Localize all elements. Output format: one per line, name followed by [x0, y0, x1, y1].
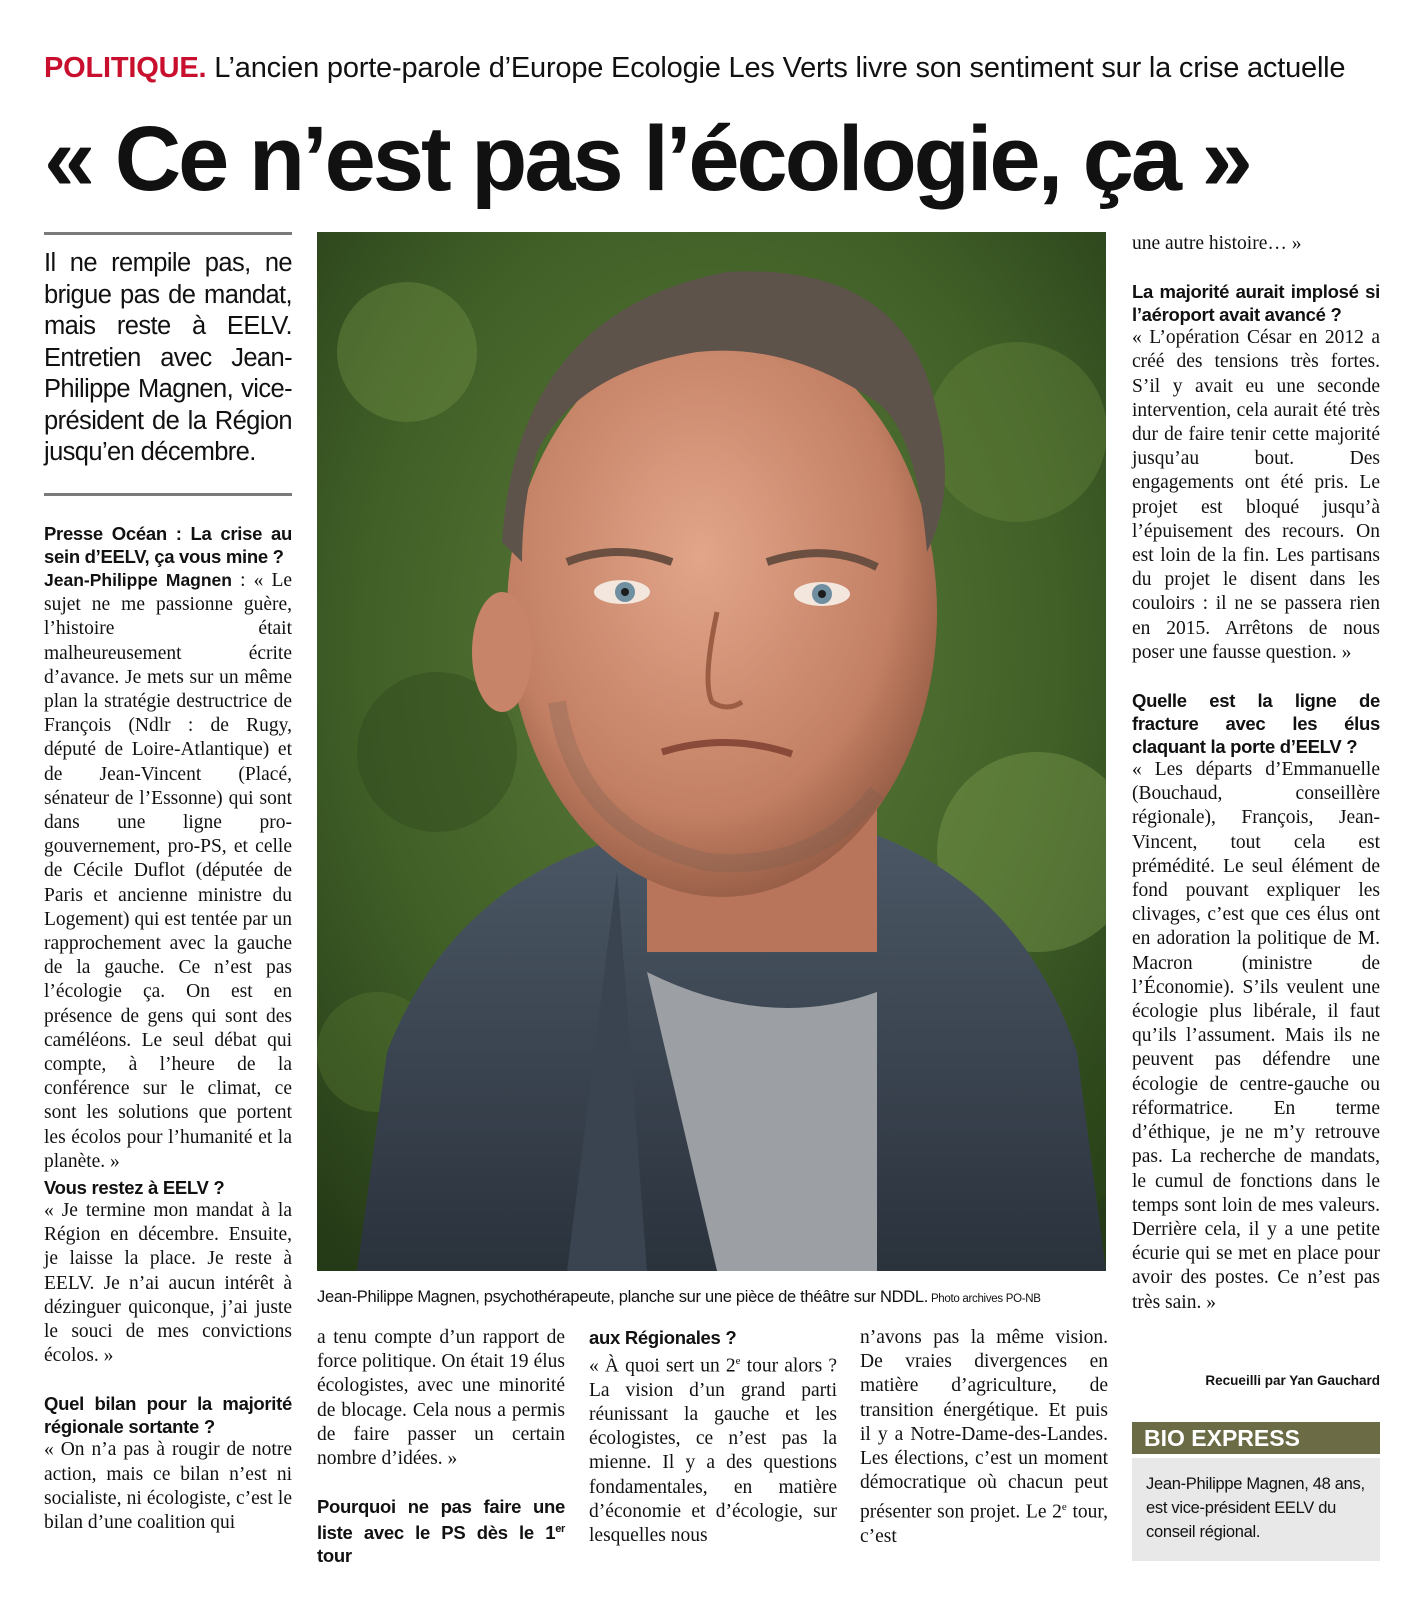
- question-4-continued: aux Régionales ?: [589, 1327, 737, 1348]
- answer-speaker: Jean-Philippe Magnen: [44, 570, 232, 590]
- question-2: Vous restez à EELV ?: [44, 1177, 225, 1198]
- question-5: La majorité aurait implosé si l’aéroport avait avancé ?: [1132, 281, 1380, 326]
- question-4-end: tour: [317, 1545, 352, 1567]
- answer-5: « L’opération César en 2012 a créé des tensions très fortes. S’il y avait eu une seconde intervention, cela aurait été très dur de faire tenir cette majorité jusqu’au bout. Des engagements ont été pris. Le projet est bloqué jusqu’à l’épuisement des recours. On est loin de la fin. Les partisans du projet le disent dans les couloirs : il ne se passera rien en 2015. Arrêtons de nous poser une fausse question. »: [1132, 327, 1380, 663]
- article-column-4: [860, 1327, 1108, 1549]
- portrait-photo: [317, 232, 1106, 1271]
- question-4: [317, 1495, 565, 1567]
- question-3: Quel bilan pour la majorité régionale sortante ?: [44, 1393, 292, 1438]
- answer-2: « Je termine mon mandat à la Région en décembre. Ensuite, je laisse la place. Je reste à EELV. Je n’ai aucun intérêt à dézinguer quiconque, j’ai juste le souci de mes convictions écolos. »: [44, 1200, 292, 1367]
- answer-4-sup: e: [735, 1355, 741, 1367]
- kicker-line: [44, 50, 1404, 86]
- answer-3-part-2: a tenu compte d’un rapport de force politique. On était 19 élus écologistes, avec une minorité de blocage. Cela nous a permis de faire passer un certain nombre d’idées. »: [317, 1327, 565, 1470]
- photo-credit: Photo archives PO-NB: [928, 1293, 1041, 1305]
- caption-text: Jean-Philippe Magnen, psychothérapeute, planche sur une pièce de théâtre sur NDDL.: [317, 1288, 929, 1306]
- photo-caption: [317, 1287, 1117, 1309]
- standfirst: Il ne rempile pas, ne brigue pas de mandat, mais reste à EELV. Entretien avec Jean-Philippe Magnen, vice-président de la Région jusqu’en décembre.: [44, 249, 292, 466]
- article-column-3: [589, 1327, 837, 1548]
- headline: « Ce n’est pas l’écologie, ça »: [44, 108, 1250, 210]
- question-6: Quelle est la ligne de fracture avec les élus claquant la porte d’EELV ?: [1132, 690, 1380, 758]
- answer-3-part-1: « On n’a pas à rougir de notre action, mais ce bilan n’est ni socialiste, ni écologiste, c’est le bilan d’une coalition qui: [44, 1439, 292, 1534]
- answer-4-sup-2: e: [1061, 1501, 1067, 1514]
- answer-4-start: « À quoi sert un 2: [589, 1355, 736, 1377]
- column-5-lead: une autre histoire… »: [1132, 233, 1302, 254]
- answer-6: « Les départs d’Emmanuelle (Bouchaud, conseillère régionale), François, Jean-Vincent, tout cela est prémédité. Le seul élément de fond pouvant expliquer les clivages, c’est que ces élus ont en adoration la politique de M. Macron (ministre de l’Économie). S’ils veulent une écologie plus libérale, il faut qu’ils l’assument. Mais ils ne peuvent pas défendre une écologie de centre-gauche ou réformatrice. En terme d’éthique, je ne m’y retrouve pas. La recherche de mandats, le cumul de fonctions dans le temps sont loin de mes valeurs. Derrière cela, il y a une petite écurie qui se met en place pour avoir des postes. Ce n’est pas très sain. »: [1132, 759, 1380, 1313]
- byline: Recueilli par Yan Gauchard: [1205, 1373, 1380, 1388]
- question-1: Presse Océan : La crise au sein d’EELV, ça vous mine ?: [44, 523, 292, 567]
- article-column-1: [44, 522, 292, 1174]
- bio-express-text: Jean-Philippe Magnen, 48 ans, est vice-président EELV du conseil régional.: [1146, 1475, 1365, 1541]
- article-column-2: [317, 1327, 565, 1567]
- answer-4-end: tour, c’est: [860, 1501, 1108, 1548]
- article-column-5: [1132, 232, 1380, 1315]
- answer-1: : « Le sujet ne me passionne guère, l’histoire était malheureusement écrite d’avance. Je mets sur un même plan la stratégie destructrice de François (Ndlr : de Rugy, député de Loire-Atlantique) et de Jean-Vincent (Placé, sénateur de l’Essonne) qui sont dans une ligne pro-gouvernement, pro-PS, et celle de Cécile Duflot (députée de Paris et ancienne ministre du Logement) qui est tentée par un rapprochement avec la gauche de la gauche. Ce n’est pas l’écologie ça. On est en présence de gens qui sont des caméléons. Le seul débat qui compte, à l’heure de la conférence sur le climat, ce sont les solutions que portent les écolos pour l’humanité et la planète. »: [44, 570, 293, 1172]
- answer-4-part-2: n’avons pas la même vision. De vraies divergences en matière d’agriculture, de transition énergétique. Et puis il y a Notre-Dame-des-Landes. Les élections, c’est un moment démocratique où chacun peut présenter son projet. Le 2: [860, 1327, 1108, 1523]
- rubric-label: POLITIQUE.: [44, 52, 207, 84]
- answer-4-part-1: tour alors ? La vision d’un grand parti réunissant la gauche et les écologistes, ce n’est pas la mienne. Il y a des questions fondamentales, en matière d’économie et d’écologie, sur lesquelles nous: [589, 1355, 837, 1546]
- article-column-1-bottom: [44, 1177, 292, 1535]
- bio-express-header: BIO EXPRESS: [1132, 1422, 1380, 1454]
- question-4-text: Pourquoi ne pas faire une liste avec le PS dès le 1: [317, 1496, 565, 1544]
- portrait-photo-graphic: [317, 232, 1106, 1271]
- question-4-sup: er: [555, 1523, 565, 1536]
- kicker-text: L’ancien porte-parole d’Europe Ecologie Les Verts livre son sentiment sur la crise actuelle: [206, 52, 1346, 84]
